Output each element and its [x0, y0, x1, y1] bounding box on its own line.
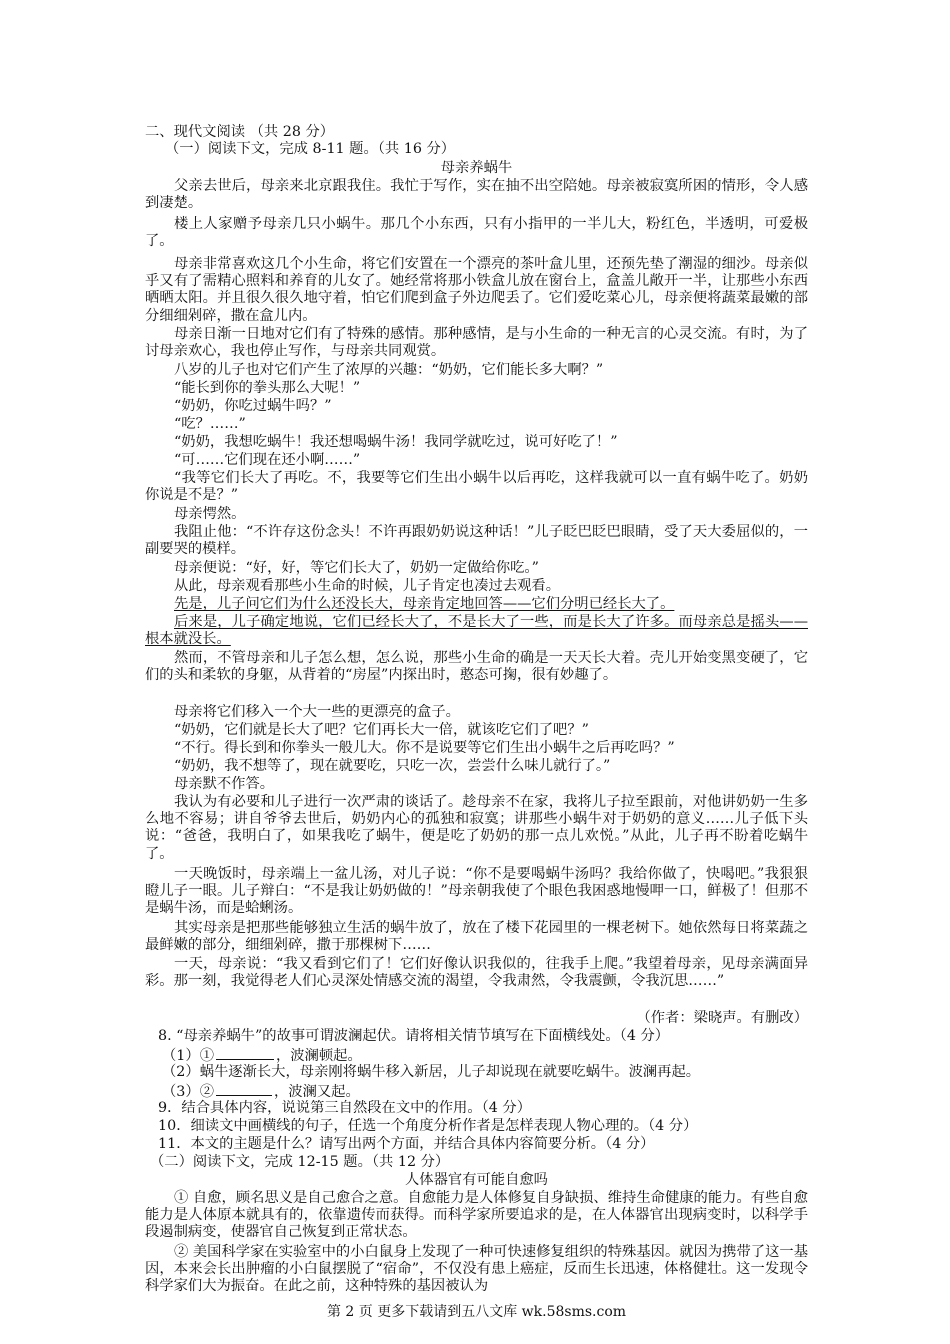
paragraph: “奶奶，我想吃蜗牛！我还想喝蜗牛汤！我同学就吃过，说可好吃了！”	[174, 434, 618, 450]
paragraph: 从此，母亲观看那些小生命的时候，儿子肯定也凑过去观看。	[174, 578, 561, 594]
part1-instruction: （一）阅读下文，完成 8-11 题。（共 16 分）	[165, 141, 456, 157]
paragraph: “吃？……”	[174, 416, 246, 432]
q8-3-prefix: （3）②	[162, 1084, 214, 1100]
part2-title: 人体器官有可能自愈吗	[405, 1172, 548, 1188]
answer-blank-1[interactable]	[216, 1046, 274, 1060]
paragraph: 母亲愕然。	[174, 506, 246, 522]
underlined-text: 先是，儿子问它们为什么还没长大，母亲肯定地回答——它们分明已经长大了。	[174, 596, 675, 612]
question-11: 11．本文的主题是什么？请写出两个方面，并结合具体内容简要分析。（4 分）	[158, 1136, 655, 1152]
answer-blank-2[interactable]	[216, 1082, 272, 1096]
paragraph: ① 自愈，顾名思义是自己愈合之意。自愈能力是人体修复自身缺损、维持生命健康的能力。有些自愈能力是人体原本就具有的，依靠遗传而获得。而科学家所要追求的是，在人体器官出现病变时，以科学手段遏制病变，使器官自己恢复到正常状态。	[145, 1190, 808, 1241]
paragraph: 楼上人家赠予母亲几只小蜗牛。那几个小东西，只有小指甲的一半儿大，粉红色，半透明，可爱极了。	[145, 216, 808, 250]
section-title: 二、现代文阅读 （共 28 分）	[145, 124, 335, 140]
paragraph: 父亲去世后，母亲来北京跟我住。我忙于写作，实在抽不出空陪她。母亲被寂寞所困的情形，令人感到凄楚。	[145, 178, 808, 212]
paragraph: 一天晚饭时，母亲端上一盆儿汤，对儿子说：“你不是要喝蜗牛汤吗？我给你做了，快喝吧。”我狠狠瞪儿子一眼。儿子辩白：“不是我让奶奶做的！”母亲朝我使了个眼色我困惑地慢呷一口，鲜极了！但那不是蜗牛汤，而是蛤蜊汤。	[145, 866, 808, 917]
question-8-1	[162, 1046, 808, 1065]
question-8-3	[162, 1082, 808, 1101]
paragraph: “可……它们现在还小啊……”	[174, 452, 361, 468]
paragraph: 母亲非常喜欢这几个小生命，将它们安置在一个漂亮的茶叶盒儿里，还预先垫了潮湿的细沙。母亲似乎又有了需精心照料和养育的儿女了。她经常将那小铁盒儿放在窗台上，盒盖儿敞开一半，让那些小东西晒晒太阳。并且很久很久地守着，怕它们爬到盒子外边爬丢了。它们爱吃菜心儿，母亲便将蔬菜最嫩的部分细细剁碎，撒在盒儿内。	[145, 256, 808, 324]
paragraph: ② 美国科学家在实验室中的小白鼠身上发现了一种可快速修复组织的特殊基因。就因为携带了这一基因，本来会长出肿瘤的小白鼠摆脱了“宿命”，不仅没有患上癌症，反而生长迅速，体格健壮。这一发现令科学家们大为振奋。在此之前，这种特殊的基因被认为	[145, 1244, 808, 1295]
paragraph: 母亲默不作答。	[174, 776, 275, 792]
part2-instruction: （二）阅读下文，完成 12-15 题。（共 12 分）	[150, 1154, 450, 1170]
question-8: 8. “母亲养蜗牛”的故事可谓波澜起伏。请将相关情节填写在下面横线处。（4 分）	[158, 1028, 670, 1044]
paragraph: 母亲便说：“好，好，等它们长大了，奶奶一定做给你吃。”	[174, 560, 539, 576]
underlined-sentence	[145, 614, 808, 648]
part1-title: 母亲养蜗牛	[440, 160, 513, 176]
underlined-sentence	[145, 596, 808, 613]
paragraph: 我阻止他：“不许存这份念头！不许再跟奶奶说这种话！”儿子眨巴眨巴眼睛，受了天大委屈似的，一副要哭的模样。	[145, 524, 808, 558]
paragraph: “奶奶，你吃过蜗牛吗？”	[174, 398, 332, 414]
q8-3-suffix: ，波澜又起。	[274, 1084, 360, 1100]
author-credit: （作者：梁晓声。有删改）	[636, 1010, 808, 1026]
q8-1-prefix: （1）①	[162, 1048, 214, 1064]
question-9: 9．结合具体内容，说说第三自然段在文中的作用。（4 分）	[158, 1100, 532, 1116]
paragraph: 母亲将它们移入一个大一些的更漂亮的盒子。	[174, 704, 460, 720]
paragraph: 一天，母亲说：“我又看到它们了！它们好像认识我似的，往我手上爬。”我望着母亲，见母亲满面异彩。那一刻，我觉得老人们心灵深处情感交流的渴望，令我肃然，令我震颤，令我沉思……”	[145, 956, 808, 990]
paragraph: 我认为有必要和儿子进行一次严肃的谈话了。趁母亲不在家，我将儿子拉至跟前，对他讲奶奶一生多么地不容易；讲自爷爷去世后，奶奶内心的孤独和寂寞；讲那些小蜗牛对于奶奶的意义……儿子低下头说：“爸爸，我明白了，如果我吃了蜗牛，便是吃了奶奶的那一点儿欢悦。”从此，儿子再不盼着吃蜗牛了。	[145, 794, 808, 862]
paragraph: “能长到你的拳头那么大呢！”	[174, 380, 361, 396]
page-footer: 第 2 页 更多下载请到五八文库 wk.58sms.com	[326, 1304, 627, 1320]
question-10: 10．细读文中画横线的句子，任选一个角度分析作者是怎样表现人物心理的。（4 分）	[158, 1118, 698, 1134]
paragraph: “我等它们长大了再吃。不，我要等它们生出小蜗牛以后再吃，这样我就可以一直有蜗牛吃了。奶奶你说是不是？”	[145, 470, 808, 504]
underlined-text: 后来是，儿子确定地说，它们已经长大了，不是长大了一些，而是长大了许多。而母亲总是摇头——根本就没长。	[145, 614, 808, 648]
paragraph: 其实母亲是把那些能够独立生活的蜗牛放了，放在了楼下花园里的一棵老树下。她依然每日将菜蔬之最鲜嫩的部分，细细剁碎，撒于那棵树下……	[145, 920, 808, 954]
paragraph: “奶奶，它们就是长大了吧？它们再长大一倍，就该吃它们了吧？”	[174, 722, 589, 738]
paragraph: “不行。得长到和你拳头一般儿大。你不是说要等它们生出小蜗牛之后再吃吗？”	[174, 740, 675, 756]
paragraph: 母亲日渐一日地对它们有了特殊的感情。那种感情，是与小生命的一种无言的心灵交流。有时，为了讨母亲欢心，我也停止写作，与母亲共同观赏。	[145, 326, 808, 360]
question-8-2: （2）蜗牛逐渐长大，母亲刚将蜗牛移入新居，儿子却说现在就要吃蜗牛。波澜再起。	[162, 1064, 701, 1080]
paragraph: 然而，不管母亲和儿子怎么想，怎么说，那些小生命的确是一天天长大着。壳儿开始变黑变硬了，它们的头和柔软的身躯，从背着的“房屋”内探出时，憨态可掬，很有妙趣了。	[145, 650, 808, 684]
paragraph: “奶奶，我不想等了，现在就要吃，只吃一次，尝尝什么味儿就行了。”	[174, 758, 611, 774]
q8-1-suffix: ，波澜顿起。	[276, 1048, 362, 1064]
paragraph: 八岁的儿子也对它们产生了浓厚的兴趣：“奶奶，它们能长多大啊？”	[174, 362, 604, 378]
